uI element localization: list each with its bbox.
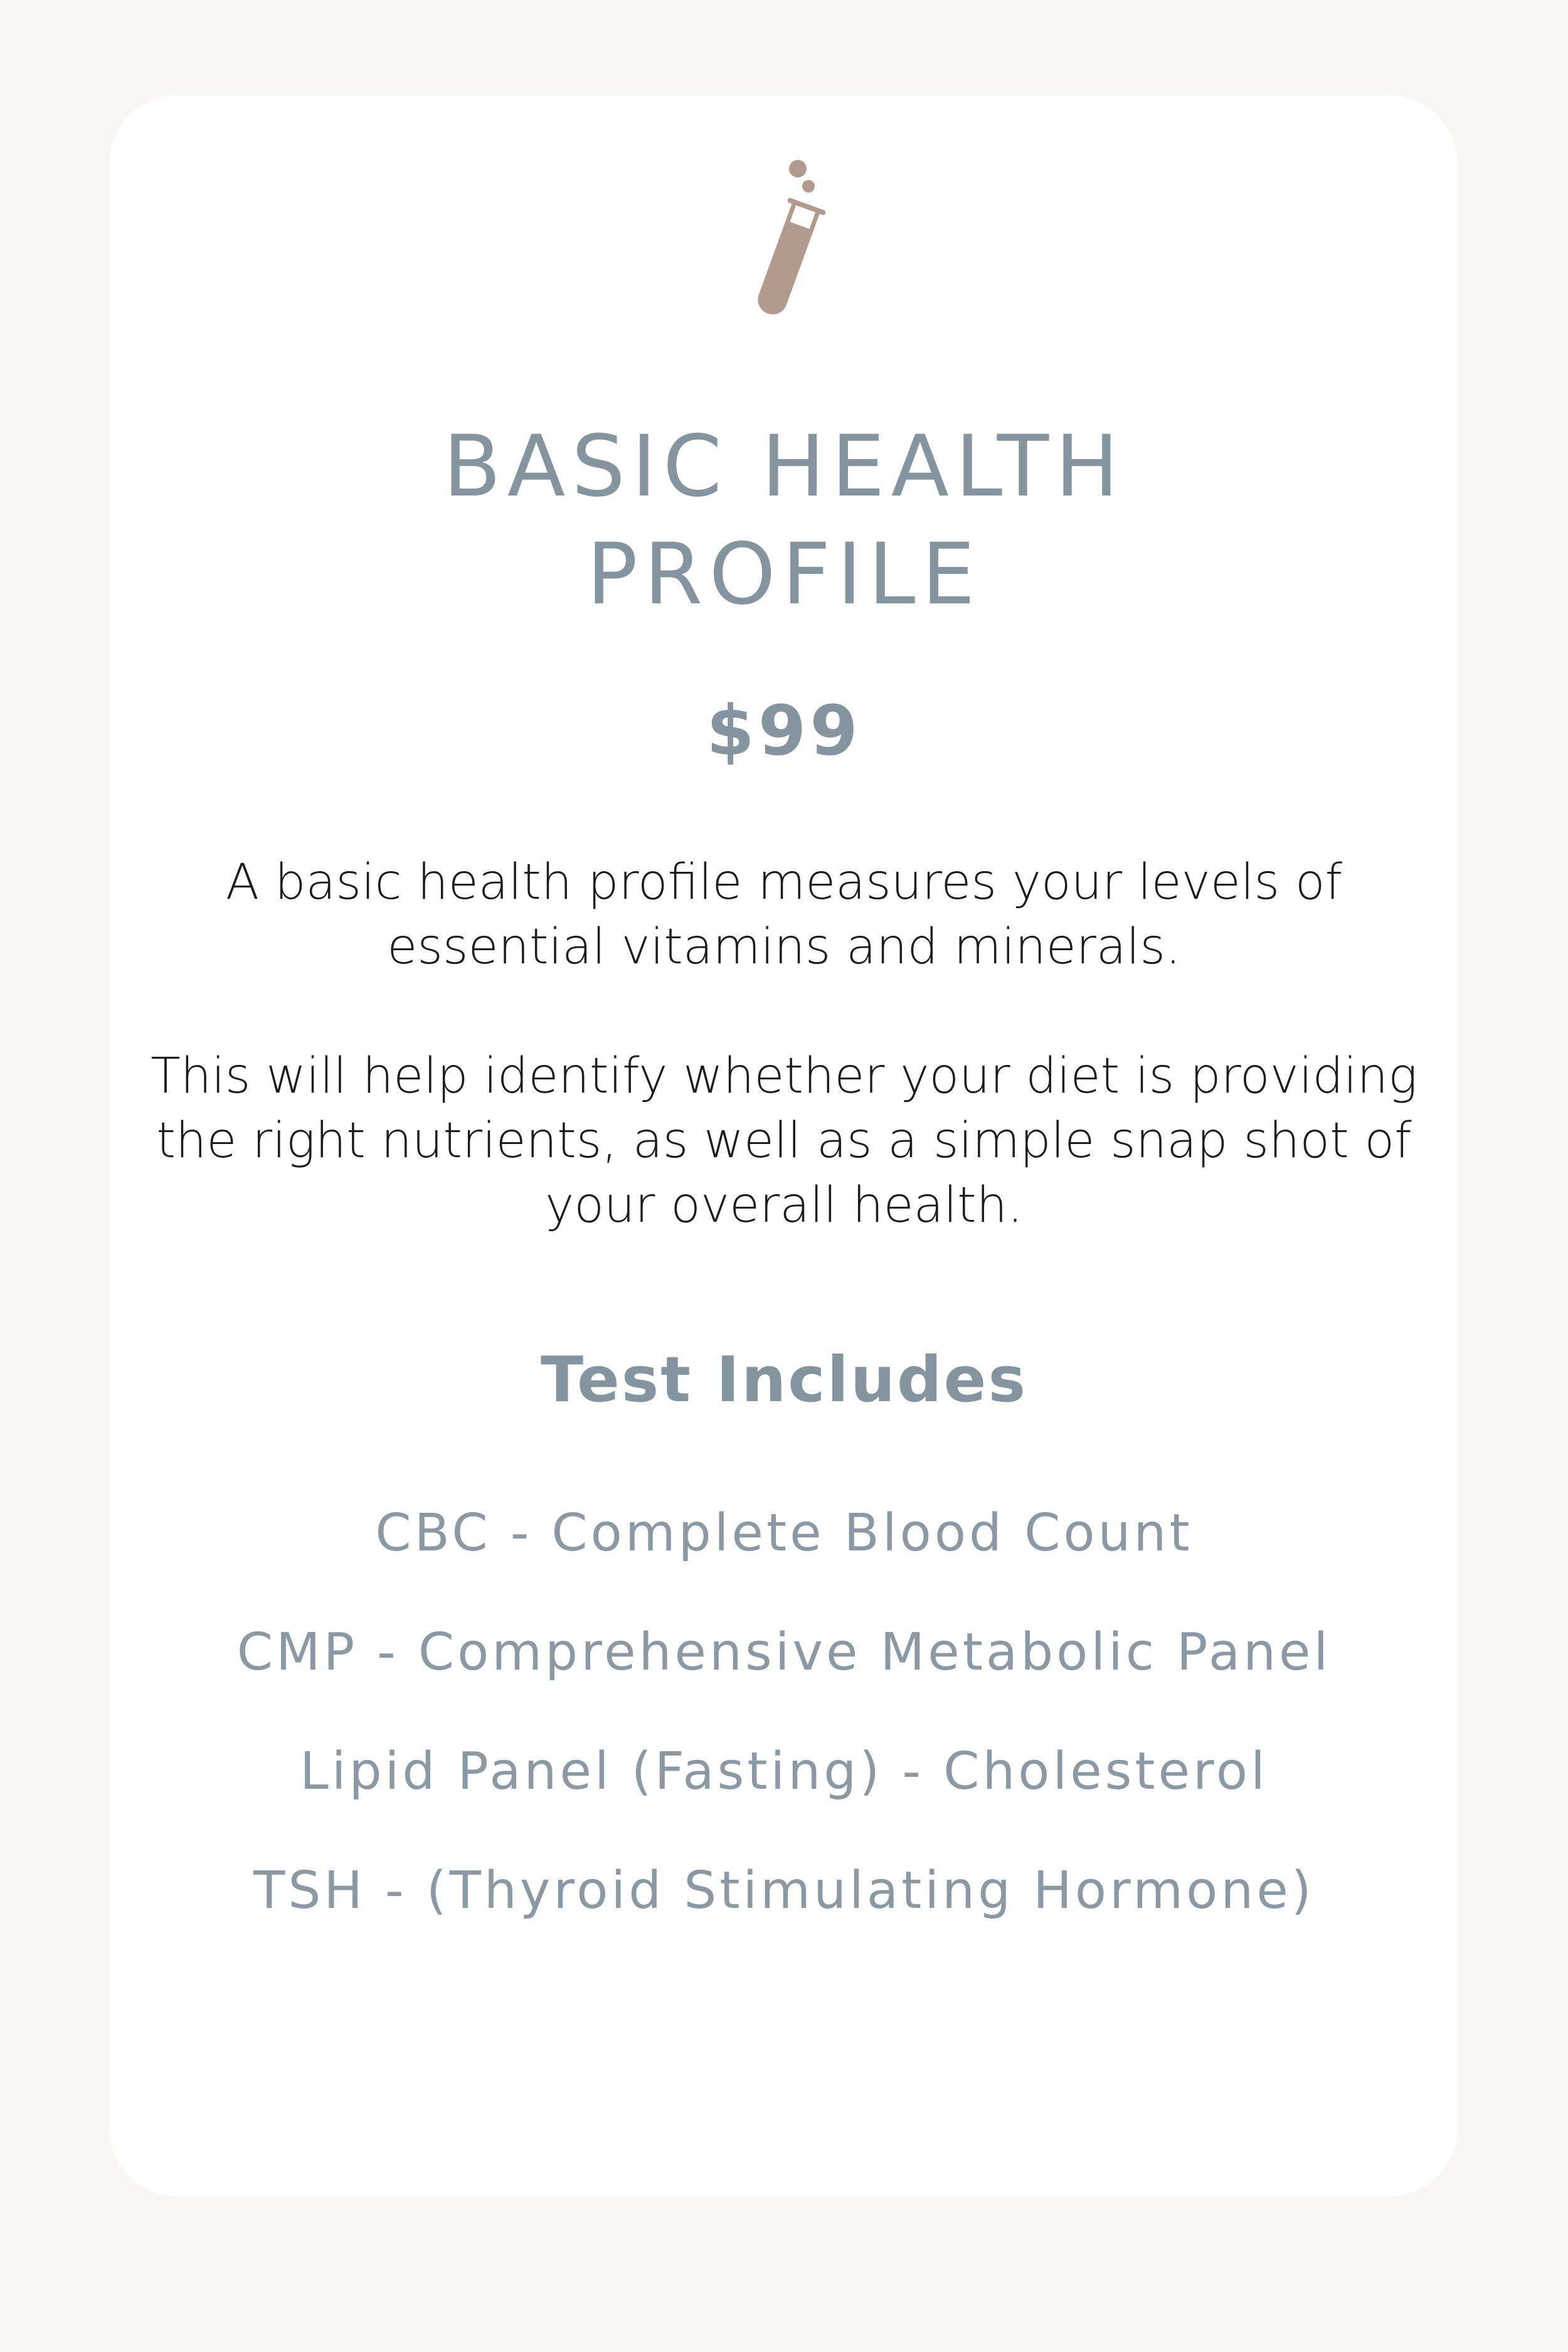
includes-heading: Test Includes: [541, 1343, 1027, 1416]
test-item-cbc: CBC - Complete Blood Count: [375, 1503, 1193, 1563]
tests-list: [0, 1493, 1568, 1969]
test-item-cmp: CMP - Comprehensive Metabolic Panel: [236, 1623, 1332, 1682]
title-line-2: PROFILE: [586, 525, 982, 623]
product-title: [0, 413, 1568, 628]
test-tube-icon: [740, 154, 828, 336]
test-item-tsh: TSH - (Thyroid Stimulating Hormone): [253, 1861, 1315, 1920]
test-item-lipid: Lipid Panel (Fasting) - Cholesterol: [300, 1742, 1268, 1801]
title-line-1: BASIC HEALTH: [443, 417, 1125, 516]
description-paragraph-1: A basic health profile measures your levels of essential vitamins and minerals.: [225, 854, 1343, 975]
description-paragraph-2: This will help identify whether your diet is providing the right nutrients, as well as a simple snap shot of your overall health.: [151, 1048, 1417, 1234]
price: $99: [706, 691, 862, 771]
